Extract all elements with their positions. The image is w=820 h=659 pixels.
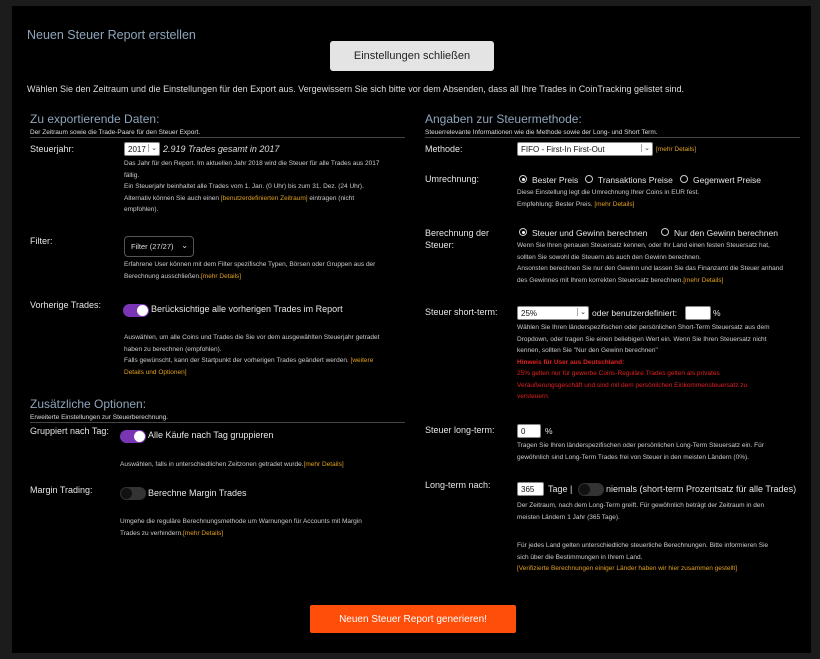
method-details-link[interactable]: [mehr Details] xyxy=(656,146,697,153)
long-term-days-value: 365 xyxy=(521,484,535,494)
method-label: Methode: xyxy=(425,144,463,154)
conversion-opt1-label: Bester Preis xyxy=(532,175,579,185)
toggle-knob xyxy=(134,431,145,442)
long-term-label: Steuer long-term: xyxy=(425,425,495,435)
margin-details-link[interactable]: [mehr Details] xyxy=(183,529,224,537)
help-line: sollten Sie sowohl die Steuern als auch den Gewinn berechnen. xyxy=(517,253,701,261)
short-term-custom-input[interactable] xyxy=(685,306,711,320)
extra-options-subtitle: Erweiterte Einstellungen zur Steuerberechnung. xyxy=(30,414,169,421)
help-line: Wählen Sie Ihren länderspezifischen oder persönlichen Short-Term Steuersatz aus dem xyxy=(517,324,770,331)
help-line: Tragen Sie Ihren länderspezifischen oder persönlichen Long-Term Steuersatz ein. Für xyxy=(517,442,764,449)
help-line: Umgehe die reguläre Berechnungsmethode um Warnungen für Accounts mit Margin xyxy=(120,518,362,525)
conversion-best-price-radio[interactable] xyxy=(519,175,527,183)
toggle-knob xyxy=(137,305,148,316)
tax-method-subtitle: Steuerrelevante Informationen wie die Methode sowie der Long- und Short Term. xyxy=(425,129,658,136)
help-line: Auswählen, falls in unterschiedlichen Zeitzonen getradet wurde. xyxy=(120,461,304,468)
help-line: Alternativ können Sie auch einen xyxy=(124,194,221,202)
help-line: gewöhnlich sind Long-Term Trades frei von Steuer in den meisten Ländern (0%). xyxy=(517,453,749,461)
short-term-select[interactable] xyxy=(517,306,589,320)
help-line: Erfahrene User können mit dem Filter spezifische Typen, Börsen oder Gruppen aus der xyxy=(124,261,376,268)
toggle-knob xyxy=(579,484,590,495)
help-line: Der Zeitraum, nach dem Long-Term greift. Für gewöhnlich beträgt der Zeitraum in den xyxy=(517,502,765,509)
margin-trading-toggle[interactable] xyxy=(120,487,146,500)
long-term-value: 0 xyxy=(521,426,526,436)
help-line: Ein Steuerjahr beinhaltet alle Trades vom 1. Jan. (0 Uhr) bis zum 31. Dez. (24 Uhr). xyxy=(124,183,364,190)
chevron-down-icon: ⌄ xyxy=(181,241,188,250)
divider xyxy=(30,137,405,138)
previous-trades-label: Vorherige Trades: xyxy=(30,300,102,310)
short-term-help xyxy=(517,322,802,403)
help-line: fällig. xyxy=(124,171,140,179)
filter-details-link[interactable]: [mehr Details] xyxy=(200,272,242,280)
toggle-knob xyxy=(121,488,132,499)
help-line: empfohlen). xyxy=(124,206,159,213)
grouped-details-link[interactable]: [mehr Details] xyxy=(303,461,344,468)
short-term-percent: % xyxy=(713,308,721,318)
calc-tax-and-gain-radio[interactable] xyxy=(519,228,527,236)
filter-value: Filter (27/27) xyxy=(131,242,174,251)
conversion-label: Umrechnung: xyxy=(425,174,480,184)
conversion-equivalent-radio[interactable] xyxy=(680,175,688,183)
calc-opt2-label: Nur den Gewinn berechnen xyxy=(674,228,778,238)
long-term-after-label: Long-term nach: xyxy=(425,480,491,490)
help-line: sich über die Bestimmungen in Ihrem Land. xyxy=(517,553,643,561)
intro-text: Wählen Sie den Zeitraum und die Einstellungen für den Export aus. Vergewissern Sie sich bitte vor dem Absenden, dass all Ihre Trades in CoinTracking gelistet sind. xyxy=(27,84,685,94)
margin-label: Margin Trading: xyxy=(30,485,93,495)
group-by-day-toggle-label: Alle Käufe nach Tag gruppieren xyxy=(148,430,274,440)
page-title: Neuen Steuer Report erstellen xyxy=(27,28,196,42)
calc-label-2: Steuer: xyxy=(425,240,455,250)
previous-trades-toggle[interactable] xyxy=(123,304,149,317)
trades-count: 2.919 Trades gesamt in 2017 xyxy=(163,144,280,154)
germany-note-title: Hinweis für User aus Deutschland: xyxy=(517,358,625,366)
short-term-label: Steuer short-term: xyxy=(425,307,498,317)
help-line: haben zu berechnen (empfohlen). xyxy=(124,345,222,353)
help-line: eintragen (nicht xyxy=(307,194,355,202)
never-long-term-toggle[interactable] xyxy=(578,483,604,496)
divider xyxy=(425,137,800,138)
calc-gain-only-radio[interactable] xyxy=(661,228,669,236)
help-line: Das Jahr für den Report. Im aktuellen Jahr 2018 wird die Steuer für alle Trades aus 2017 xyxy=(124,160,380,167)
chevron-down-icon: ⌄ xyxy=(577,308,586,316)
verified-countries-link[interactable]: [Verifizierte Berechnungen einiger Länder haben wir hier zusammen gestellt] xyxy=(517,565,738,572)
short-term-or-text: oder benutzerdefiniert: xyxy=(592,308,678,318)
conversion-opt3-label: Gegenwert Preise xyxy=(693,175,762,185)
margin-toggle-label: Berechne Margin Trades xyxy=(148,488,247,498)
tax-year-label: Steuerjahr: xyxy=(30,144,75,154)
help-line: Auswählen, um alle Coins und Trades die Sie vor dem ausgewählten Steuerjahr getradet xyxy=(124,334,380,341)
help-line: Falls gewünscht, kann der Startpunkt der vorherigen Trades geändert werden. xyxy=(124,357,351,364)
tax-year-select[interactable] xyxy=(124,142,160,156)
calc-help xyxy=(517,240,802,286)
calc-opt1-label: Steuer und Gewinn berechnen xyxy=(532,228,648,238)
long-term-percent: % xyxy=(545,426,553,436)
tax-method-title: Angaben zur Steuermethode: xyxy=(425,112,582,126)
tax-year-value: 2017 xyxy=(128,144,146,154)
conversion-help xyxy=(517,187,802,210)
germany-note-line: 25% gelten nur für gewerbe Coins-Reguläre Trades gelten als privates xyxy=(517,370,720,377)
generate-report-button[interactable]: Neuen Steuer Report generieren! xyxy=(310,605,516,633)
group-by-day-toggle[interactable] xyxy=(120,430,146,443)
tax-year-help xyxy=(124,158,404,216)
divider xyxy=(30,422,405,423)
short-term-value: 25% xyxy=(521,308,538,318)
help-line: des Gewinnes mit Ihrem korrekten Steuersatz berechnen. xyxy=(517,276,684,284)
help-line: meisten Ländern 1 Jahr (365 Tage). xyxy=(517,513,620,521)
filter-help xyxy=(124,259,404,282)
help-line: Diese Einstellung legt die Umrechnung Ihrer Coins in EUR fest. xyxy=(517,189,700,196)
help-line: kennen, sollten Sie "Nur den Gewinn berechnen" xyxy=(517,347,658,354)
chevron-down-icon: ⌄ xyxy=(148,144,157,152)
conversion-details-link[interactable]: [mehr Details] xyxy=(594,200,635,208)
long-term-days-input[interactable] xyxy=(517,482,544,496)
country-help xyxy=(517,540,802,575)
custom-period-link[interactable]: [benutzerdefinierten Zeitraum] xyxy=(220,194,308,202)
previous-details-link-cont[interactable]: Details und Optionen] xyxy=(124,368,187,376)
export-data-subtitle: Der Zeitraum sowie die Trade-Paare für den Steuer Export. xyxy=(30,129,201,136)
help-line: Wenn Sie Ihren genauen Steuersatz kennen, oder Ihr Land einen festen Steuersatz hat, xyxy=(517,242,770,249)
export-data-title: Zu exportierende Daten: xyxy=(30,112,160,126)
help-line: Empfehlung: Bester Preis. xyxy=(517,200,595,208)
grouped-help xyxy=(120,459,405,471)
calc-details-link[interactable]: [mehr Details] xyxy=(683,276,724,284)
method-select[interactable] xyxy=(517,142,653,156)
previous-trades-help xyxy=(124,332,404,378)
long-term-days-text: Tage | xyxy=(548,484,573,494)
close-settings-button[interactable]: Einstellungen schließen xyxy=(330,41,494,71)
margin-help xyxy=(120,516,405,539)
help-line: Dropdown, oder tragen Sie einen beliebigen Wert ein. Wenn Sie Ihren Steuersatz nicht xyxy=(517,335,767,343)
method-value: FIFO - First-In First-Out xyxy=(521,144,605,154)
grouped-label: Gruppiert nach Tag: xyxy=(30,426,109,436)
never-toggle-label: niemals (short-term Prozentsatz für alle Trades) xyxy=(606,484,797,494)
filter-dropdown[interactable] xyxy=(124,236,194,257)
long-term-help xyxy=(517,440,802,463)
help-line: Berechnung ausschließen. xyxy=(124,272,201,280)
help-line: Für jedes Land gelten unterschiedliche steuerliche Berechnungen. Bitte informieren Sie xyxy=(517,542,769,549)
germany-note-line: versteuern. xyxy=(517,393,550,400)
germany-note-line: Veräußerungsgeschäft und sind mit dem persönlichen Einkommensteuersatz zu xyxy=(517,381,748,389)
help-line: Trades zu verhindern. xyxy=(120,529,183,537)
previous-trades-toggle-label: Berücksichtige alle vorherigen Trades im Report xyxy=(151,304,343,314)
help-line: Ansonsten berechnen Sie nur den Gewinn und lassen Sie das Finanzamt die Steuer anhand xyxy=(517,265,783,272)
conversion-transaction-radio[interactable] xyxy=(585,175,593,183)
chevron-down-icon: ⌄ xyxy=(641,144,650,152)
conversion-opt2-label: Transaktions Preise xyxy=(598,175,673,185)
long-term-input[interactable] xyxy=(517,424,541,438)
calc-label-1: Berechnung der xyxy=(425,228,490,238)
filter-label: Filter: xyxy=(30,236,53,246)
long-term-after-help xyxy=(517,500,802,523)
previous-details-link[interactable]: [weitere xyxy=(350,357,374,364)
extra-options-title: Zusätzliche Optionen: xyxy=(30,397,147,411)
